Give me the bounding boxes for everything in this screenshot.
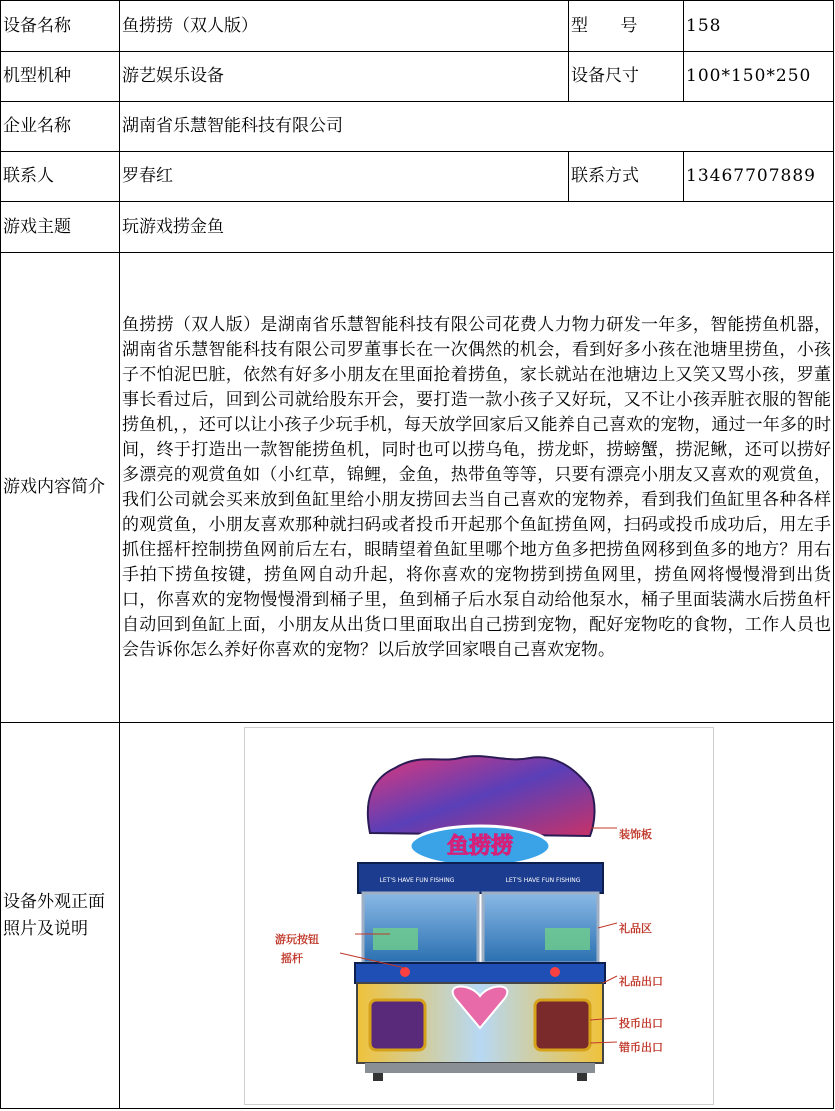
row-contact — [1, 152, 834, 202]
size-value: 100*150*250 — [684, 52, 834, 102]
device-name-label: 设备名称 — [1, 1, 120, 52]
callout-decor: 装饰板 — [619, 828, 652, 841]
photo-label: 设备外观正面照片及说明 — [1, 723, 120, 1109]
row-company — [1, 102, 834, 152]
row-intro — [1, 253, 834, 723]
model-value: 158 — [684, 1, 834, 52]
photo-cell — [120, 723, 834, 1109]
callout-coin-slot: 投币出口 — [619, 1017, 663, 1030]
contact-value: 罗春红 — [120, 152, 569, 202]
callout-joystick: 摇杆 — [281, 952, 303, 965]
row-machine-type — [1, 52, 834, 102]
callout-coin-return: 错币出口 — [619, 1041, 663, 1054]
callout-play-button: 游玩按钮 — [275, 933, 319, 946]
intro-text: 鱼捞捞（双人版）是湖南省乐慧智能科技有限公司花费人力物力研发一年多，智能捞鱼机器，湖南省乐慧智能科技有限公司罗董事长在一次偶然的机会，看到好多小孩在池塘里捞鱼，小孩子不怕泥巴脏，依然有好多小朋友在里面抢着捞鱼，家长就站在池塘边上又笑又骂小孩，罗董事长看过后，回到公司就给股东开会，要打造一款小孩子又好玩，又不让小孩弄脏衣服的智能捞鱼机，，还可以让小孩子少玩手机，每天放学回家后又能养自己喜欢的宠物，通过一年多的时间，终于打造出一款智能捞鱼机，同时也可以捞乌龟，捞龙虾，捞螃蟹，捞泥鳅，还可以捞好多漂亮的观赏鱼如（小红草，锦鲤，金鱼，热带鱼等等，只要有漂亮小朋友又喜欢的观赏鱼，我们公司就会买来放到鱼缸里给小朋友捞回去当自己喜欢的宠物养，看到我们鱼缸里各种各样的观赏鱼，小朋友喜欢那种就扫码或者投币开起那个鱼缸捞鱼网，扫码或投币成功后，用左手抓住摇杆控制捞鱼网前后左右，眼睛望着鱼缸里哪个地方鱼多把捞鱼网移到鱼多的地方？用右手拍下捞鱼按键，捞鱼网自动升起，将你喜欢的宠物捞到捞鱼网里，捞鱼网将慢慢滑到出货口，你喜欢的宠物慢慢滑到桶子里，鱼到桶子后水泵自动给他泵水，桶子里面装满水后捞鱼杆自动回到鱼缸上面，小朋友从出货口里面取出自己捞到宠物，配好宠物吃的食物，工作人员也会告诉你怎么养好你喜欢的宠物？以后放学回家喂自己喜欢宠物。 — [120, 253, 834, 723]
callout-prize-outlet: 礼品出口 — [619, 975, 663, 988]
row-theme — [1, 202, 834, 253]
theme-value: 玩游戏捞金鱼 — [120, 202, 834, 253]
machine-photo — [244, 727, 714, 1105]
machine-logo: 鱼捞捞 — [446, 834, 514, 859]
machine-type-label: 机型机种 — [1, 52, 120, 102]
banner-left: LET'S HAVE FUN FISHING — [379, 877, 455, 884]
company-label: 企业名称 — [1, 102, 120, 152]
banner-right: LET'S HAVE FUN FISHING — [505, 877, 581, 884]
callout-prize-area: 礼品区 — [619, 922, 652, 935]
theme-label: 游戏主题 — [1, 202, 120, 253]
machine-type-value: 游艺娱乐设备 — [120, 52, 569, 102]
company-value: 湖南省乐慧智能科技有限公司 — [120, 102, 834, 152]
decor-board — [368, 756, 595, 836]
size-label: 设备尺寸 — [569, 52, 684, 102]
contact-label: 联系人 — [1, 152, 120, 202]
row-device-name — [1, 1, 834, 52]
phone-label: 联系方式 — [569, 152, 684, 202]
phone-value: 13467707889 — [684, 152, 834, 202]
row-photo — [1, 723, 834, 1109]
intro-label: 游戏内容简介 — [1, 253, 120, 723]
model-label: 型 号 — [569, 1, 684, 52]
device-name-value: 鱼捞捞（双人版） — [120, 1, 569, 52]
